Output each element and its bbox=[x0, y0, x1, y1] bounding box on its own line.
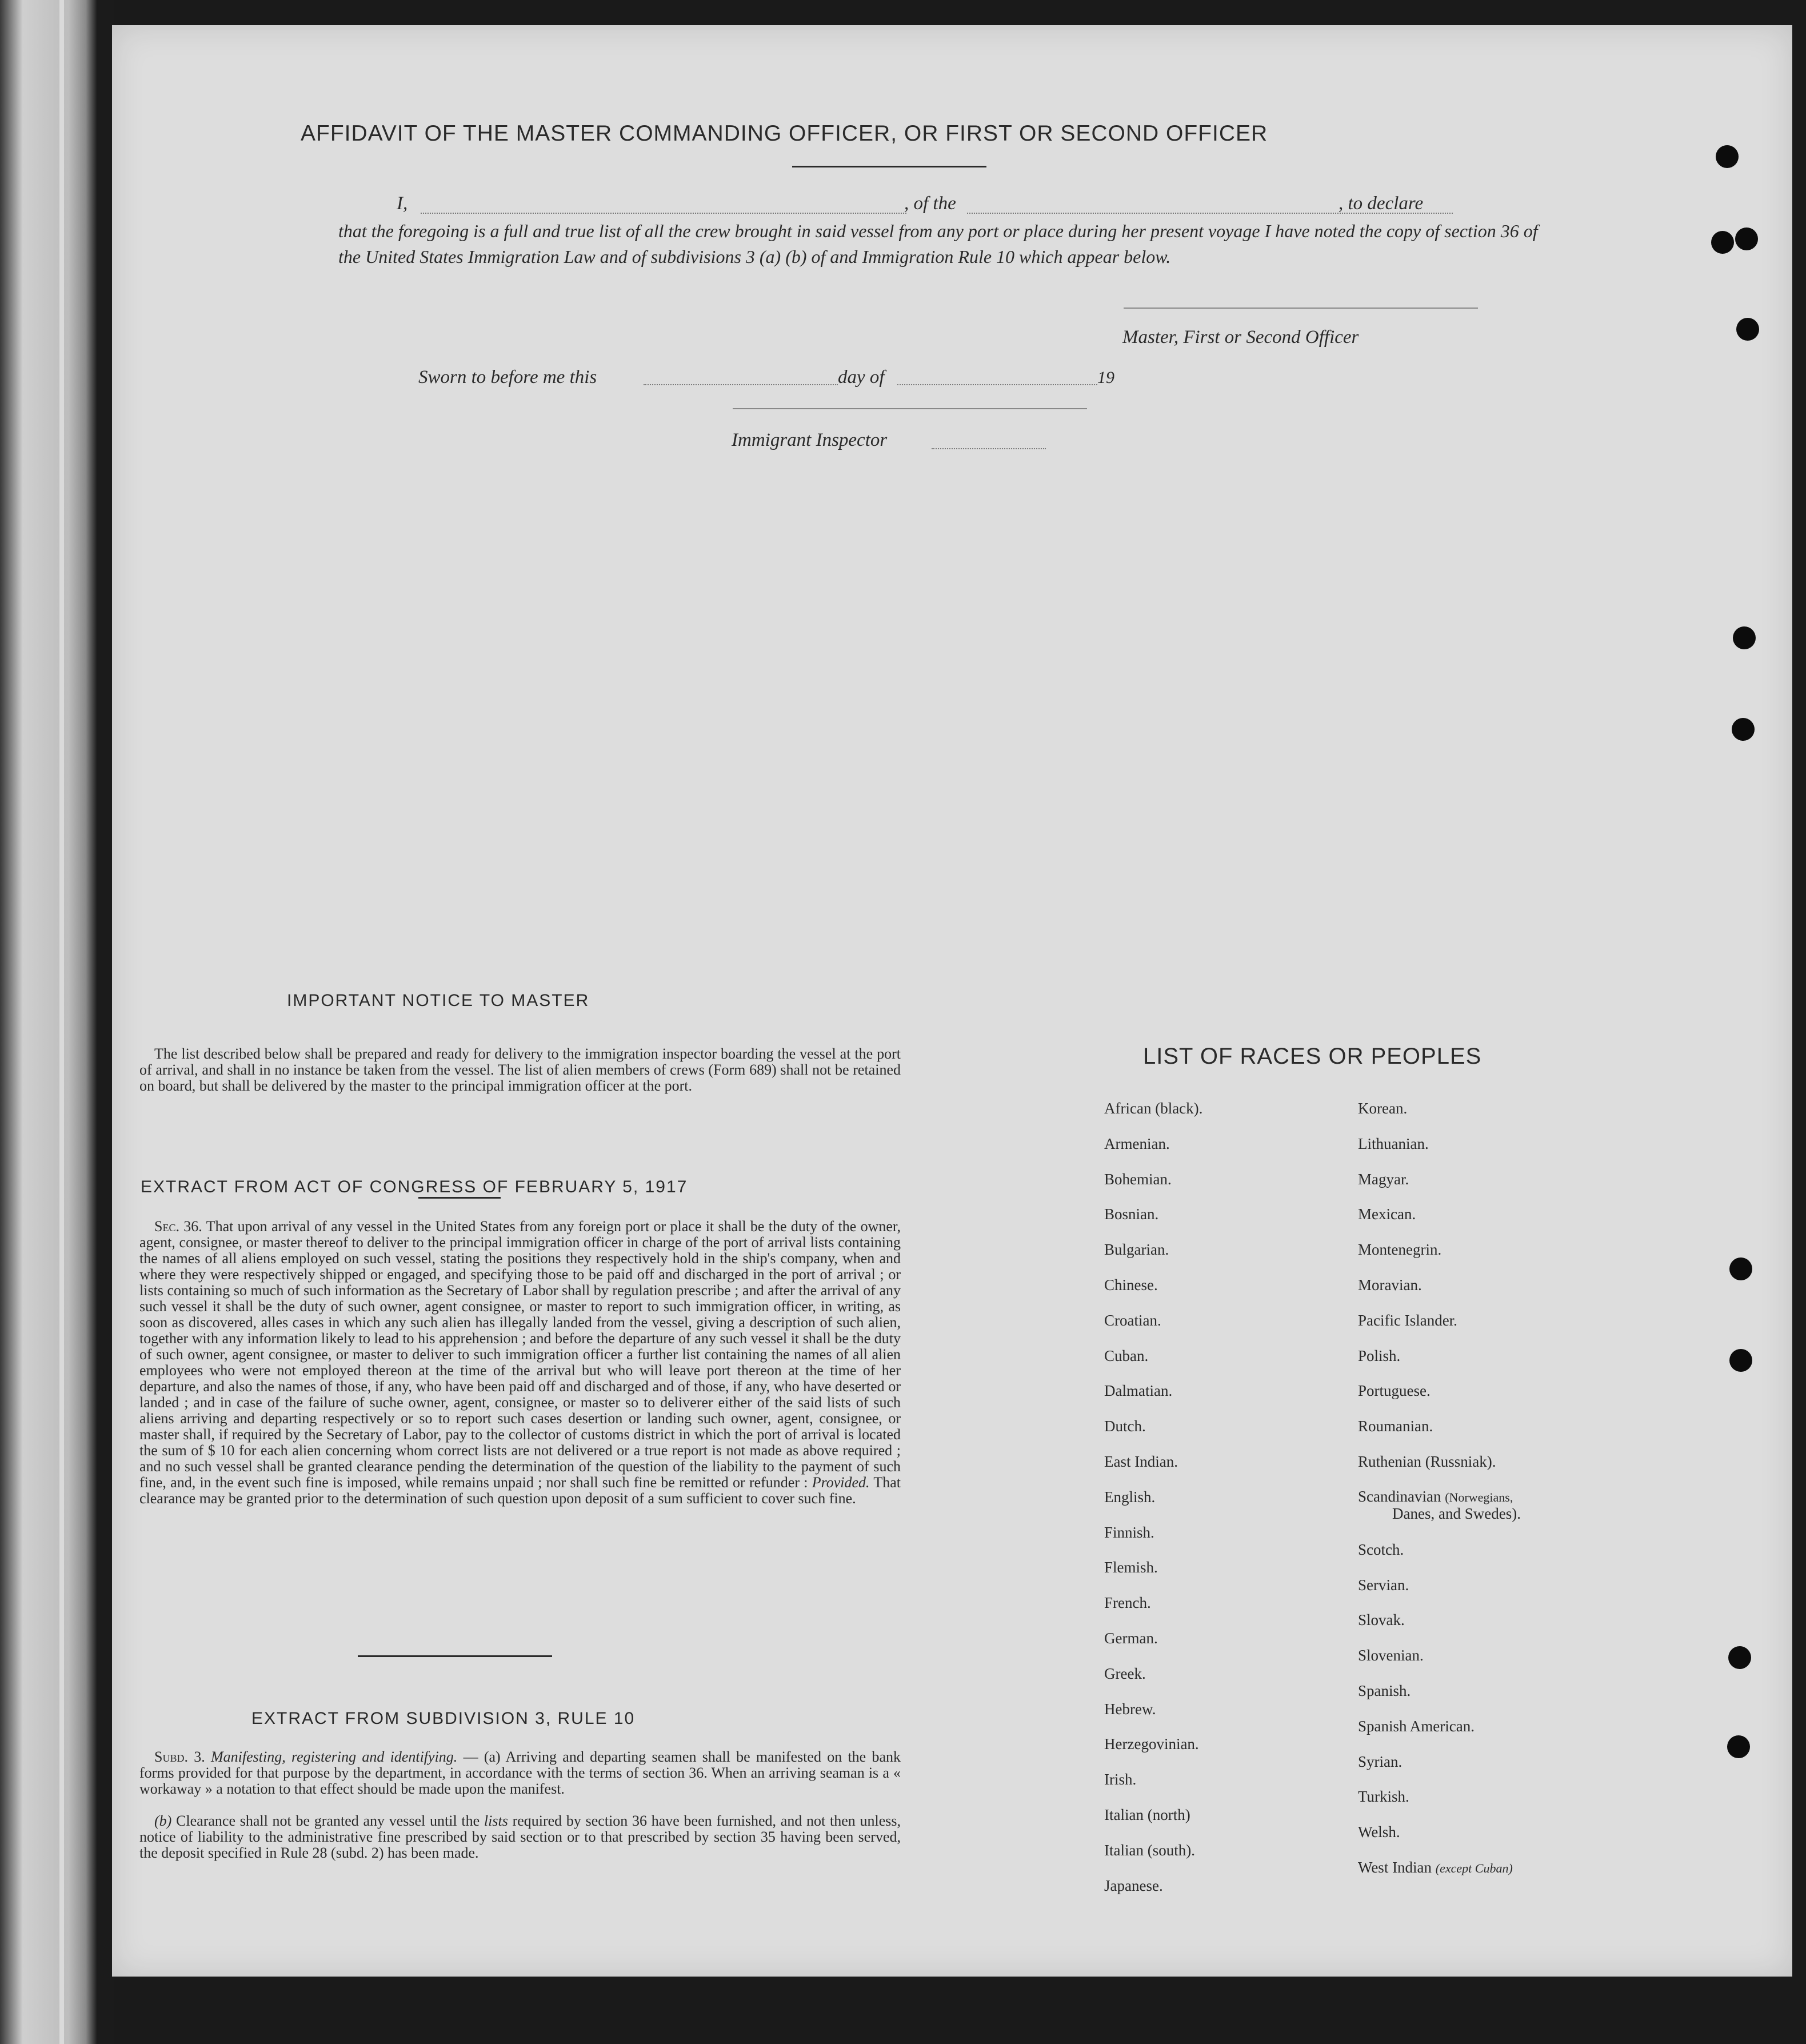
race-item: Lithuanian. bbox=[1358, 1135, 1429, 1152]
race-item: Spanish. bbox=[1358, 1682, 1411, 1699]
punch-hole bbox=[1733, 626, 1756, 649]
race-item: Montenegrin. bbox=[1358, 1241, 1442, 1259]
punch-hole bbox=[1711, 231, 1734, 254]
punch-hole bbox=[1727, 1735, 1750, 1758]
day-of-text: day of bbox=[838, 367, 885, 388]
race-item: East Indian. bbox=[1104, 1452, 1178, 1470]
race-item: French. bbox=[1104, 1594, 1151, 1612]
sworn-month-blank bbox=[897, 384, 1097, 385]
rule-para-b bbox=[139, 1813, 901, 1861]
rule-para-b-label: (b) bbox=[154, 1813, 172, 1829]
race-item: Dalmatian. bbox=[1104, 1382, 1173, 1400]
race-item: Magyar. bbox=[1358, 1170, 1409, 1188]
punch-hole bbox=[1735, 227, 1758, 250]
punch-hole bbox=[1732, 718, 1755, 741]
act-text-end: That clearance may be granted prior to the determination of such question upon deposit of a sum sufficient to cover such fine. bbox=[139, 1474, 901, 1507]
race-item-scandinavian bbox=[1358, 1488, 1521, 1541]
rule-para-a-text: — (a) Arriving and departing seamen shall be manifested on the bank forms provided for that purpose by the department, in accordance with the terms of section 36. When an arriving seaman is a « workaway » a notation to that effect should be made upon the manifest. bbox=[139, 1748, 901, 1797]
race-item: Welsh. bbox=[1358, 1823, 1400, 1841]
rule-para-a bbox=[139, 1749, 901, 1797]
race-item: Roumanian. bbox=[1358, 1418, 1433, 1435]
title-underline bbox=[792, 166, 986, 167]
rule-para-b-end: required by section 36 have been furnished, and not then unless, notice of liability to the administrative fine prescribed by said section or to that prescribed by section 35 having been served, the deposit specified in Rule 28 (subd. 2) has been made. bbox=[139, 1813, 901, 1861]
inspector-label: Immigrant Inspector bbox=[732, 430, 888, 450]
affidavit-of-the: , of the bbox=[904, 193, 956, 214]
document-page bbox=[112, 25, 1792, 1977]
act-sec-label: Sec. 36. bbox=[154, 1218, 202, 1235]
rule-para-b-start: Clearance shall not be granted any vessel until the bbox=[176, 1813, 480, 1829]
punch-hole bbox=[1729, 1257, 1752, 1280]
affidavit-i: I, bbox=[397, 193, 408, 214]
race-item: Turkish. bbox=[1358, 1788, 1409, 1806]
notice-text: The list described below shall be prepared and ready for delivery to the immigration inspector boarding the vessel at the port of arrival, and shall in no instance be taken from the vessel. The list of alien members of crews (Form 689) shall not be retained on board, but shall be delivered by the master to the principal immigration officer at the port. bbox=[139, 1045, 901, 1094]
races-column-2 bbox=[1358, 1100, 1521, 1894]
race-item: Japanese. bbox=[1104, 1877, 1163, 1894]
race-item: Syrian. bbox=[1358, 1752, 1403, 1770]
notice-heading: IMPORTANT NOTICE TO MASTER bbox=[287, 991, 590, 1010]
rule-subd-label: Subd. 3. bbox=[154, 1748, 205, 1765]
affidavit-title: AFFIDAVIT OF THE MASTER COMMANDING OFFICER, OR FIRST OR SECOND OFFICER bbox=[301, 121, 1268, 146]
sworn-text: Sworn to before me this bbox=[418, 367, 597, 388]
race-item: Korean. bbox=[1358, 1100, 1408, 1117]
act-heading-rule bbox=[418, 1197, 501, 1199]
race-item: Greek. bbox=[1104, 1664, 1146, 1682]
race-item: Croatian. bbox=[1104, 1311, 1161, 1329]
race-item: Slovenian. bbox=[1358, 1647, 1424, 1664]
rule-para-b-lists: lists bbox=[484, 1813, 508, 1829]
inspector-blank bbox=[932, 448, 1046, 449]
race-item: Bohemian. bbox=[1104, 1170, 1172, 1188]
race-item: Portuguese. bbox=[1358, 1382, 1431, 1400]
sworn-day-blank bbox=[644, 384, 838, 385]
year-prefix: 19 bbox=[1097, 368, 1114, 387]
race-item: Ruthenian (Russniak). bbox=[1358, 1452, 1496, 1470]
race-item: Servian. bbox=[1358, 1576, 1409, 1594]
act-text: That upon arrival of any vessel in the United States from any foreign port or place it shall be the duty of the owner, agent, consignee, or master thereof to deliver to the principal immigration officer in charge of the port of arrival lists containing the names of all aliens employed on such vessel, stating the positions they respectively hold in the ship's company, when and where they were respectively shipped or engaged, and specifying those to be paid off and discharged in the port of arrival ; or lists containing so much of such information as the Secretary of Labor shall by regulation prescribe ; and after the arrival of any such vessel it shall be the duty of such owner, agent consignee, or master to report to such immigration officer, in writing, as soon as discovered, alles cases in which any such alien has illegally landed from the vessel, giving a description of such alien, together with any information likely to lead to his apprehension ; and before the departure of any such vessel it shall be the duty of such owner, agent consignee, or master to deliver to such immigration officer a further list containing the names of all alien employees who were not employed thereon at the time of the arrival but who will leave port thereon at the time of her departure, and also the names of those, if any, who have been paid off and discharged and of those, if any, who have deserted or landed ; and in case of the failure of suche owner, agent, consignee, or master so to deliverer either of the said lists of such aliens arriving and departing respectively or so to report such cases desertion or landing such owner, agent, consignee, or master shall, if required by the Secretary of Labor, pay to the collector of customs district in which the port of arrival is located the sum of $ 10 for each alien concerning whom correct lists are not delivered or a true report is not made as above required ; and no such vessel shall be granted clearance pending the determination of the question of the liability to the payment of such fine, and, in the event such fine is imposed, while remains unpaid ; nor shall such fine be remitted or refunder : bbox=[139, 1218, 901, 1491]
scandinavian-sub: (Norwegians, bbox=[1445, 1490, 1513, 1504]
race-item: African (black). bbox=[1104, 1100, 1203, 1117]
rule-subd-title: Manifesting, registering and identifying. bbox=[210, 1748, 458, 1765]
race-item: Pacific Islander. bbox=[1358, 1311, 1457, 1329]
inspector-signature-line bbox=[733, 408, 1087, 409]
act-heading: EXTRACT FROM ACT OF CONGRESS OF FEBRUARY 5, 1917 bbox=[141, 1177, 688, 1196]
race-item: Flemish. bbox=[1104, 1559, 1158, 1576]
race-item: German. bbox=[1104, 1629, 1158, 1647]
race-item: Scotch. bbox=[1358, 1540, 1404, 1558]
name-blank bbox=[421, 213, 906, 214]
scandinavian-line2: Danes, and Swedes). bbox=[1392, 1504, 1521, 1522]
races-heading: LIST OF RACES OR PEOPLES bbox=[1143, 1044, 1482, 1069]
race-item: Slovak. bbox=[1358, 1611, 1405, 1629]
race-item: Cuban. bbox=[1104, 1347, 1149, 1364]
race-item: Bosnian. bbox=[1104, 1205, 1159, 1223]
race-item: Bulgarian. bbox=[1104, 1241, 1169, 1259]
race-item: Finnish. bbox=[1104, 1523, 1154, 1541]
race-item: Mexican. bbox=[1358, 1205, 1416, 1223]
race-item: Polish. bbox=[1358, 1347, 1401, 1364]
race-item: Italian (south). bbox=[1104, 1841, 1195, 1859]
races-column-1 bbox=[1104, 1100, 1202, 1912]
signature-line bbox=[1124, 308, 1478, 309]
race-item: Hebrew. bbox=[1104, 1700, 1156, 1718]
west-indian-sub: (except Cuban) bbox=[1435, 1861, 1513, 1875]
signature-label: Master, First or Second Officer bbox=[1122, 327, 1359, 348]
scandinavian-main: Scandinavian bbox=[1358, 1487, 1441, 1505]
race-item: Herzegovinian. bbox=[1104, 1735, 1199, 1753]
section-divider bbox=[358, 1655, 552, 1657]
affidavit-to-declare: , to declare bbox=[1338, 193, 1424, 214]
race-item: English. bbox=[1104, 1488, 1156, 1506]
west-indian-main: West Indian bbox=[1358, 1858, 1432, 1876]
race-item: Spanish American. bbox=[1358, 1717, 1475, 1735]
punch-hole bbox=[1729, 1349, 1752, 1372]
punch-hole bbox=[1716, 145, 1739, 168]
race-item: Chinese. bbox=[1104, 1276, 1158, 1294]
affidavit-body: that the foregoing is a full and true list of all the crew brought in said vessel from any port or place during her present voyage I have noted the copy of section 36 of the United States Immigration Law and of subdivisions 3 (a) (b) of and Immigration Rule 10 which appear below. bbox=[338, 221, 1538, 267]
binding-edge-highlight bbox=[59, 0, 64, 2044]
race-item: Dutch. bbox=[1104, 1418, 1146, 1435]
rule-heading: EXTRACT FROM SUBDIVISION 3, RULE 10 bbox=[251, 1709, 636, 1728]
binding-edge bbox=[0, 0, 114, 2044]
race-item: Armenian. bbox=[1104, 1135, 1170, 1152]
race-item: Irish. bbox=[1104, 1771, 1137, 1788]
punch-hole bbox=[1736, 318, 1759, 341]
race-item: Moravian. bbox=[1358, 1276, 1422, 1294]
act-text-block bbox=[139, 1219, 901, 1507]
race-item: Italian (north) bbox=[1104, 1806, 1190, 1823]
punch-hole bbox=[1728, 1646, 1751, 1669]
act-provided: Provided. bbox=[812, 1474, 870, 1491]
race-item-west-indian bbox=[1358, 1859, 1521, 1894]
